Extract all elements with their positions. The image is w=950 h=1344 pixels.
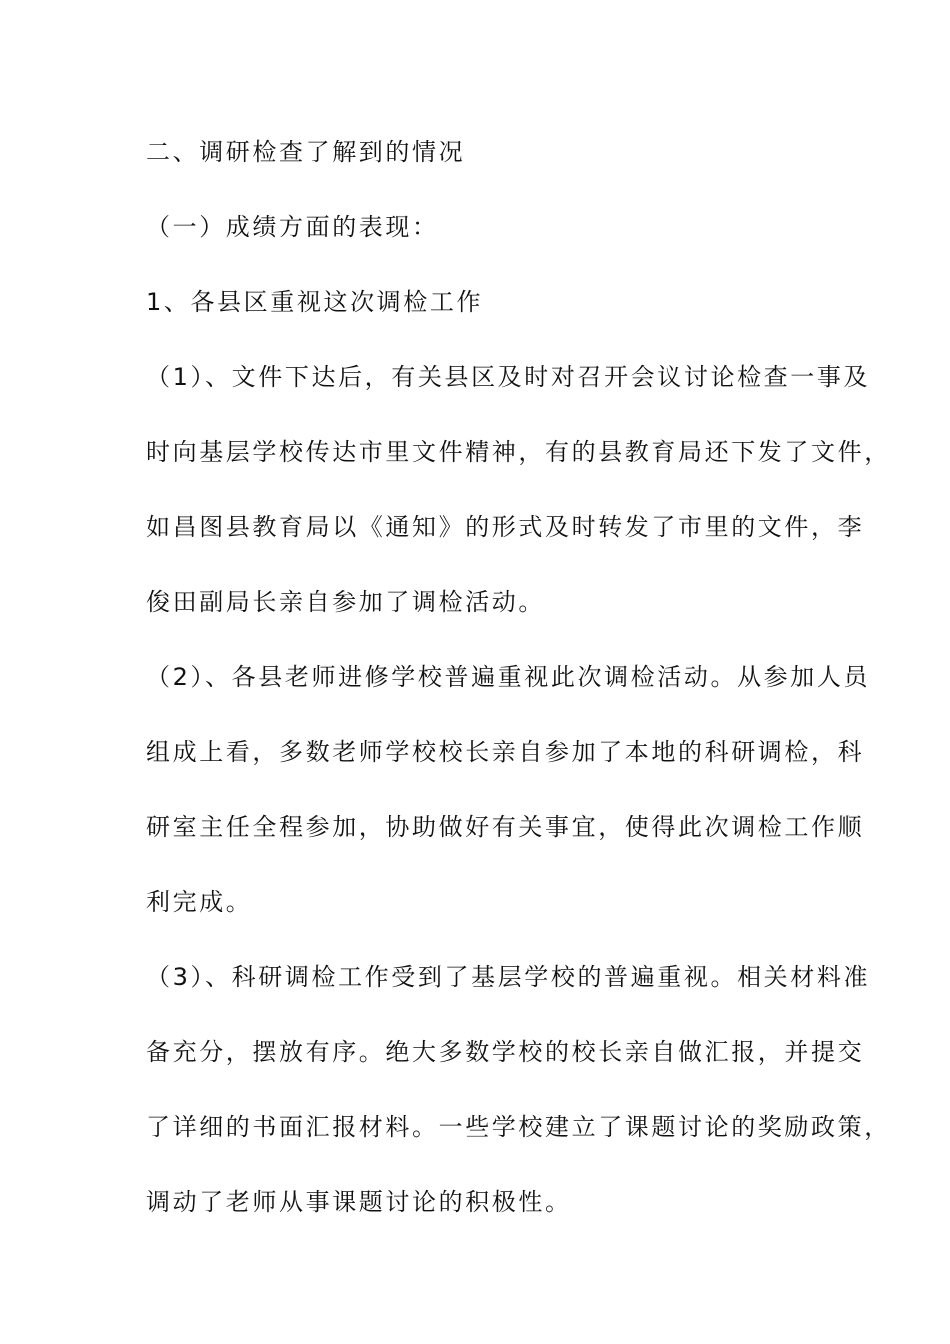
item-heading: 1、各县区重视这次调检工作: [146, 288, 484, 316]
paragraph-line: 备充分，摆放有序。绝大多数学校的校长亲自做汇报，并提交: [146, 1038, 865, 1066]
section-heading: 二、调研检查了解到的情况: [146, 138, 466, 166]
paragraph-line: （2）、各县老师进修学校普遍重视此次调检活动。从参加人员: [146, 663, 871, 691]
paragraph-line: 利完成。: [146, 888, 253, 916]
paragraph-line: 了详细的书面汇报材料。一些学校建立了课题讨论的奖励政策，: [146, 1113, 891, 1141]
subsection-heading: （一）成绩方面的表现：: [146, 213, 439, 241]
paragraph-line: 研室主任全程参加，协助做好有关事宜，使得此次调检工作顺: [146, 813, 865, 841]
paragraph-line: （3）、科研调检工作受到了基层学校的普遍重视。相关材料准: [146, 963, 871, 991]
paragraph-line: 如昌图县教育局以《通知》的形式及时转发了市里的文件，李: [146, 513, 865, 541]
paragraph-line: 调动了老师从事课题讨论的积极性。: [146, 1188, 572, 1216]
paragraph-line: 俊田副局长亲自参加了调检活动。: [146, 588, 545, 616]
paragraph-line: 时向基层学校传达市里文件精神，有的县教育局还下发了文件，: [146, 438, 891, 466]
paragraph-line: （1）、文件下达后，有关县区及时对召开会议讨论检查一事及: [146, 363, 871, 391]
paragraph-line: 组成上看，多数老师学校校长亲自参加了本地的科研调检，科: [146, 738, 865, 766]
